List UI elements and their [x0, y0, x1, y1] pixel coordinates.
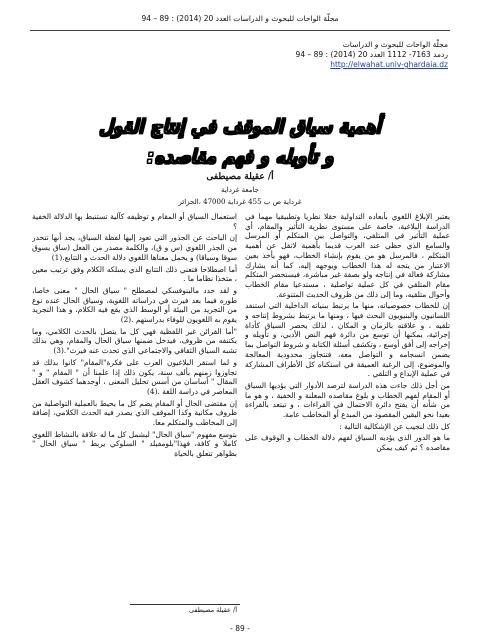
article-title	[60, 112, 420, 172]
paragraph: أما اصطلاحا فتعني ذلك التتابع الذي يسلكه الكلام وفق ترتيب معين ، متخذا نظاما ما .	[32, 264, 237, 284]
paragraph: و لما استقر البلاغيون العرب على فكرة"المقام" كانوا بذلك قد تجاوزوا زمنهم بألف سنة، يكون ذلك إذا علمنا أن " المقام " و " المقال " أساسان من أسس تحليل المعنى ، أوجدهما كشوف العقل المعاصر في دراسة اللغة .(4)	[32, 357, 237, 396]
article-title-line-2: و تأويله و فهم مقاصده:	[146, 146, 334, 168]
paragraph: بتوسع مفهوم "سياق الحال" ليشمل كل ما له علاقة بالنشاط اللغوي كاملا و كافة، فهذا"بلومفيلد " السلوكي يربط " سياق الحال " بظواهر تتعلق بالحياة	[32, 429, 237, 459]
header-rule	[30, 30, 450, 31]
paragraph: من أجل ذلك جاءت هذه الدراسة لترصد الأدوار التي يؤديها السياق أو المقام لفهم الخطاب و بلوغ مقاصده المعلنة و الخفية ، و هو ما من شأنه أن يفتح دائرة الاحتمال في القراءات ، و تبتعد بالقراءة بعيدا نحو اليقين المقصود من المبدع أو المخاطب عامة.	[245, 380, 450, 420]
footnote: أ/ عقيلة مصيطفى	[188, 606, 237, 614]
footnote-rule	[130, 604, 240, 605]
paragraph: كل ذلك لنجيب عن الإشكالية التالية :	[339, 421, 450, 431]
right-column	[245, 212, 450, 604]
paragraph: إن الباحث عن الجذور التي تعود إليها لفظة السياق، يجد أنها تنحدر من الجذر اللغوي (س و ق)، والكلمة مصدر من الفعل (ساق يسوق سوقا وسياقا) و يحمل معناها اللغوي دلالة الحدث و التتابع.(1)	[32, 233, 237, 262]
page-number: - 89 -	[230, 624, 250, 633]
paragraph: إن مقتضى الحال أو المقام يضم كل ما يحيط بالعملية التواصلية من ظروف مكانية وكذا الموقف الذي يصدر فيه الحدث الكلامي، إضافة إلى المخاطب والمتكلم معا.	[32, 398, 237, 428]
journal-issn: ردمد 7163- 1112 العدد 20 (2014) : 89 – 94	[295, 50, 448, 59]
paragraph: ما هو الدور الذي يؤديه السياق لفهم دلالة الخطاب و الوقوف على مقاصده ؟ ثم كيف يمكن	[245, 433, 450, 453]
author-affiliation: جامعة غرداية	[221, 186, 259, 194]
journal-name: مجلّة الواحات للبحوث و الدراسات	[342, 40, 448, 49]
author-name: أ/ عقيلة مصيطفى	[206, 172, 274, 182]
paragraph: استعمال السياق أو المقام و توظيفه كآلية تستنبط بها الدلالة الخفية ؟	[32, 212, 237, 231]
paragraph: "أما القرائن غير اللفظية فهي كل ما يتصل بالحدث الكلامي، وما يكتنفه من ظروف، فيدخل ضمنها سياق الحال والمقام، وهي بذلك تشبه السياق الثقافي والاجتماعي الذي تحدث عنه فيرث".(3)	[32, 326, 237, 356]
journal-info	[248, 40, 448, 70]
paragraph: يعتبر الإبلاغ اللغوي بأبعاده التداولية حقلا نظريا وتطبيقيا مهما في الدراسة البلاغية، خاصة على مستوى نظرية التأثير والمقام، أي عملية التأثير في المتلقي، والتواصل بين المتكلم أو المرسل والسامع الذي حظي عند العرب قديما بأهمية لاتقل عن أهمية المتكلم ، فالمرسل هو من يقوم بإنشاء الخطاب، فهو يأخذ بعين الاعتبار من يتجه له هذا الخطاب ويوجهه إليه، كما أنه يشارك مشاركة فعالة في إنتاجه ولو بصفة غير مباشرة، فيستحضر المتكلم مقام المتلقي في كل عملية تواصلية ، مستدعيا مقام الخطاب وأحوال متلقيه، وما إلى ذلك من ظروف الحديث المتنوعة.	[245, 212, 450, 299]
journal-url-link[interactable]: http://elwahat.univ-ghardaia.dz	[330, 60, 448, 69]
article-title-line-1: أهمية سياق الموقف في إنتاج القول	[99, 116, 381, 138]
running-head: مجلّة الواحات للبحوث و الدراسات العدد 20 (2014) : 89 – 94	[141, 14, 339, 23]
left-column	[32, 212, 237, 604]
paragraph: و لقد حدد مالينوفسكي لمصطلح " سياق الحال " معنى خاصا، طوره فيما بعد فيرث في دراساته اللغوية، وسياق الحال عنده نوع من التجريد من البيئة أو الوسط الذي يقع فيه الكلام، و هذا التجريد يقوم به اللغويون للوفاء بدراستهم .(2)	[32, 285, 237, 325]
author-address: غرداية ص ب 455 غرداية 47000 ،الجزائر	[178, 198, 302, 206]
paragraph: إن للخطاب خصوصياته، منها ما يرتبط ببنياته الداخلية التي استنفد اللسانيون والبنيويون البحث فيها ، ومنها ما يرتبط بشروط إنتاجه و تلقيه ، و علاقته بالزمان و المكان ، لذلك يحصر السياق كأداة إجرائية، يمكنها أن توسع من دائرة فهم النص الأدبي، و تأويله و إخراجه إلى أفق أوسع ، وتكشف أسئلة الكتابة و شروط التواصل بما يضمن انسجامه و التواصل معه، فتتجاوز محدودية المعالجة والموضوع، إلى الرغبة العميقة في استكناه كل الأطراف المشاركة في عملية الإبداع و التلقي .	[245, 301, 450, 379]
